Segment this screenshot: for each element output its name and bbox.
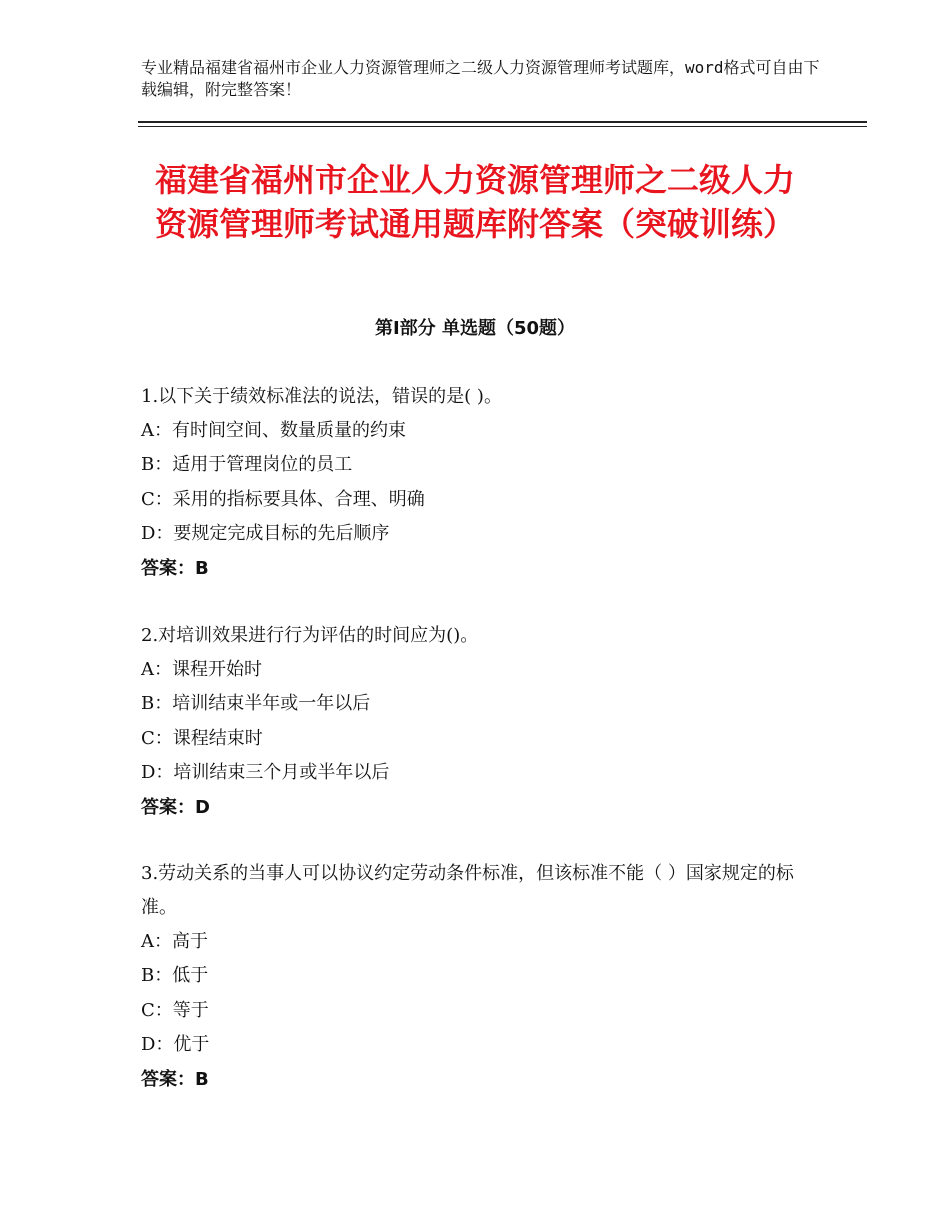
document-header-note: 专业精品福建省福州市企业人力资源管理师之二级人力资源管理师考试题库，word格式可自由下载编辑，附完整答案！: [141, 58, 820, 99]
option-d: D：优于: [141, 1034, 210, 1056]
option-a: A：课程开始时: [141, 659, 262, 680]
header-rule-thin: [138, 126, 867, 127]
question-stem: 2.对培训效果进行行为评估的时间应为()。: [141, 625, 479, 646]
question-3: [141, 857, 801, 1097]
option-a: A：高于: [141, 931, 208, 952]
option-a: A：有时间空间、数量质量的约束: [141, 420, 406, 441]
option-b: B：培训结束半年或一年以后: [141, 693, 371, 715]
option-b: B：低于: [141, 965, 209, 987]
header-rule-thick: [138, 121, 867, 123]
option-c: C：等于: [141, 999, 209, 1021]
option-d: D：要规定完成目标的先后顺序: [141, 523, 390, 545]
option-b: B：适用于管理岗位的员工: [141, 454, 353, 476]
question-stem: 1.以下关于绩效标准法的说法，错误的是( )。: [141, 386, 502, 407]
option-c: C：课程结束时: [141, 727, 263, 749]
section-heading: 第Ⅰ部分 单选题（50题）: [374, 318, 575, 339]
question-2: [141, 619, 801, 825]
question-stem: 3.劳动关系的当事人可以协议约定劳动条件标准，但该标准不能（ ）国家规定的标准。: [141, 863, 794, 918]
option-d: D：培训结束三个月或半年以后: [141, 762, 390, 784]
answer: 答案：B: [141, 557, 209, 579]
document-title: 福建省福州市企业人力资源管理师之二级人力资源管理师考试通用题库附答案（突破训练）: [154, 161, 795, 243]
answer: 答案：B: [141, 1068, 209, 1090]
option-c: C：采用的指标要具体、合理、明确: [141, 488, 425, 510]
question-1: [141, 380, 801, 586]
answer: 答案：D: [141, 796, 210, 818]
